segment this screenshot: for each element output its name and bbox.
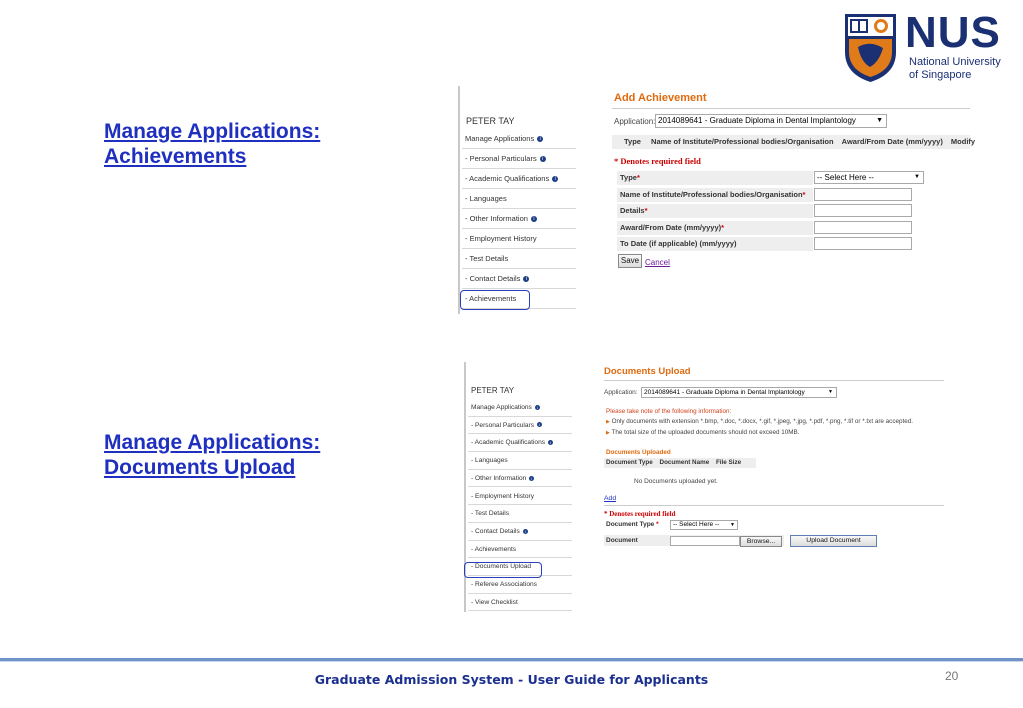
type-select[interactable]: [814, 171, 924, 184]
col-modify: Modify: [950, 137, 976, 146]
panel1-nav-item[interactable]: [462, 269, 576, 289]
panel2-nav-item[interactable]: [468, 523, 572, 541]
info-icon[interactable]: i: [529, 476, 534, 481]
panel1-sidebar: [462, 100, 577, 320]
type-select-value: -- Select Here --: [817, 173, 874, 182]
panel1-nav-item[interactable]: [462, 169, 576, 189]
field-label: [617, 188, 813, 202]
info-icon[interactable]: i: [548, 440, 553, 445]
col-file-size: File Size: [715, 459, 742, 466]
bullet-arrow-icon: ▶: [606, 430, 610, 436]
heading-documents-line2: Documents Upload: [104, 456, 296, 479]
info-icon[interactable]: i: [531, 216, 537, 222]
upload-document-button[interactable]: Upload Document: [790, 535, 877, 547]
panel1-nav-item[interactable]: [462, 129, 576, 149]
info-icon[interactable]: i: [535, 405, 540, 410]
panel1-nav-item[interactable]: [462, 229, 576, 249]
doc-title-rule: [604, 380, 944, 381]
panel1-nav-label: - Test Details: [465, 254, 509, 263]
info-icon[interactable]: i: [537, 136, 543, 142]
panel2-documents-highlight: [464, 562, 542, 578]
panel2-nav-label: - Other Information: [471, 474, 527, 482]
panel2-nav-label: - Employment History: [471, 492, 535, 500]
panel2-nav-label: - Languages: [471, 457, 508, 465]
field-label-text: Award/From Date (mm/yyyy): [620, 222, 722, 232]
heading-achievements-line1: Manage Applications:: [104, 120, 321, 143]
panel2-nav-label: - Achievements: [471, 545, 517, 553]
text-input[interactable]: [814, 204, 912, 217]
panel1-nav-label: - Academic Qualifications: [465, 174, 550, 183]
field-label-text: Details: [620, 206, 645, 215]
panel2-nav-label: Manage Applications: [471, 404, 532, 411]
panel1-nav-label: - Contact Details: [465, 274, 521, 283]
panel2-nav-item[interactable]: [468, 594, 572, 612]
panel1-form: [612, 88, 976, 288]
required-star: *: [802, 189, 806, 199]
heading-achievements[interactable]: [104, 119, 320, 169]
panel1-nav-item[interactable]: [462, 189, 576, 209]
nus-abbr: NUS: [905, 8, 1001, 57]
notice-title: Please take note of the following information:: [606, 408, 732, 415]
panel2-nav-label: - Academic Qualifications: [471, 439, 546, 447]
col-institute: Name of Institute/Professional bodies/Organisation: [651, 137, 834, 146]
chevron-down-icon: ▼: [730, 522, 735, 528]
doc-type-select-value: -- Select Here --: [673, 521, 720, 528]
panel2-nav-item[interactable]: [468, 576, 572, 594]
panel1-nav-item[interactable]: [462, 149, 576, 169]
col-type: Type: [624, 137, 641, 146]
save-button[interactable]: Save: [618, 254, 642, 268]
uploaded-title: Documents Uploaded: [606, 449, 671, 456]
panel2-nav-label: - Test Details: [471, 510, 509, 518]
field-label: [617, 171, 813, 185]
panel2-nav-item[interactable]: [468, 488, 572, 506]
field-label: [617, 204, 813, 218]
panel1-divider: [458, 86, 460, 314]
doc-type-label-text: Document Type: [606, 521, 655, 528]
panel1-nav-label: - Languages: [465, 194, 507, 203]
panel2-form: [604, 362, 949, 562]
info-icon[interactable]: i: [540, 156, 546, 162]
info-icon[interactable]: i: [523, 276, 529, 282]
panel2-nav-label: - Personal Particulars: [471, 421, 535, 429]
panel1-nav-item[interactable]: [462, 249, 576, 269]
field-label-text: To Date (if applicable) (mm/yyyy): [620, 239, 737, 248]
add-rule: [604, 505, 944, 506]
panel2-nav-item[interactable]: [468, 399, 572, 417]
heading-documents-upload[interactable]: [104, 430, 320, 480]
panel2-nav-label: - Referee Associations: [471, 581, 537, 588]
col-award-date: Award/From Date (mm/yyyy): [841, 137, 943, 146]
info-icon[interactable]: i: [523, 529, 528, 534]
panel1-nav-label: - Other Information: [465, 214, 528, 223]
doc-application-select-value: 2014089641 - Graduate Diploma in Dental Implantology: [644, 389, 805, 396]
panel2-nav-item[interactable]: [468, 505, 572, 523]
required-star: *: [721, 222, 725, 232]
add-link[interactable]: Add: [604, 495, 617, 502]
panel1-user-name: PETER TAY: [466, 116, 515, 126]
notice-item-1: [606, 418, 913, 425]
field-label-text: Type: [620, 173, 637, 182]
panel2-nav-item[interactable]: [468, 452, 572, 470]
nus-line1: National University: [909, 56, 1001, 68]
info-icon[interactable]: i: [537, 422, 542, 427]
panel1-nav-label: - Achievements: [465, 294, 517, 303]
doc-application-select[interactable]: [641, 387, 837, 398]
panel1-achievements-highlight: [460, 290, 530, 310]
document-file-input[interactable]: [670, 536, 740, 546]
panel1-nav-label: Manage Applications: [465, 134, 535, 143]
page-number: 20: [945, 669, 959, 683]
chevron-down-icon: ▼: [828, 389, 833, 395]
panel2-nav-item[interactable]: [468, 541, 572, 559]
panel2-nav-item[interactable]: [468, 417, 572, 435]
nus-line2: of Singapore: [909, 69, 972, 81]
chevron-down-icon: ▼: [914, 174, 920, 180]
chevron-down-icon: ▼: [876, 117, 883, 124]
application-select-value: 2014089641 - Graduate Diploma in Dental Implantology: [658, 116, 856, 125]
text-input[interactable]: [814, 188, 912, 201]
notice-item-2: [606, 429, 799, 436]
field-label: [617, 237, 813, 251]
field-label: [617, 221, 813, 235]
cancel-link[interactable]: Cancel: [645, 258, 670, 267]
required-star: *: [656, 521, 659, 528]
footer-rule-light: [0, 661, 1023, 662]
achievements-table-header: [612, 135, 976, 149]
panel2-nav-label: - View Checklist: [471, 598, 518, 606]
doc-required-note: * Denotes required field: [604, 510, 676, 518]
uploaded-table-header: [604, 458, 756, 468]
panel2-nav-label: - Documents Upload: [471, 563, 532, 571]
text-input[interactable]: [814, 221, 912, 234]
required-note: * Denotes required field: [614, 156, 701, 166]
notice-text-2: The total size of the uploaded documents should not exceed 10MB.: [611, 429, 800, 436]
footer-title: Graduate Admission System - User Guide for Applicants: [314, 672, 709, 687]
document-label: Document: [606, 537, 638, 544]
col-doc-name: Document Name: [659, 459, 710, 466]
heading-documents-line1: Manage Applications:: [104, 431, 321, 454]
browse-button[interactable]: Browse...: [740, 536, 782, 547]
application-label: Application:: [614, 117, 656, 126]
notice-text-1: Only documents with extension *.bmp, *.doc, *.docx, *.gif, *.jpeg, *.jpg, *.pdf, *.png, *.tif or *.txt are accepted.: [611, 418, 913, 425]
panel1-nav-label: - Personal Particulars: [465, 154, 537, 163]
panel1-nav-item[interactable]: [462, 209, 576, 229]
nus-shield-icon: [843, 12, 898, 84]
required-star: *: [644, 206, 648, 215]
doc-application-label: Application:: [604, 389, 638, 396]
title-rule: [612, 108, 970, 109]
no-documents-text: No Documents uploaded yet.: [634, 478, 718, 485]
info-icon[interactable]: i: [552, 176, 558, 182]
heading-achievements-line2: Achievements: [104, 145, 247, 168]
panel2-nav-label: - Contact Details: [471, 527, 520, 535]
add-achievement-title: Add Achievement: [614, 92, 707, 104]
panel2-nav-item[interactable]: [468, 470, 572, 488]
doc-type-select[interactable]: [670, 520, 738, 530]
text-input[interactable]: [814, 237, 912, 250]
panel2-user-name: PETER TAY: [471, 386, 515, 395]
documents-upload-title: Documents Upload: [604, 366, 691, 377]
panel1-nav-label: - Employment History: [465, 234, 537, 243]
panel2-nav-item[interactable]: [468, 434, 572, 452]
bullet-arrow-icon: ▶: [606, 419, 610, 425]
doc-type-label: [606, 521, 659, 528]
field-label-text: Name of Institute/Professional bodies/Organisation: [620, 189, 803, 199]
col-doc-type: Document Type: [606, 459, 653, 466]
required-star: *: [636, 173, 640, 182]
application-select[interactable]: [655, 114, 887, 128]
nus-logo: [843, 8, 1013, 88]
